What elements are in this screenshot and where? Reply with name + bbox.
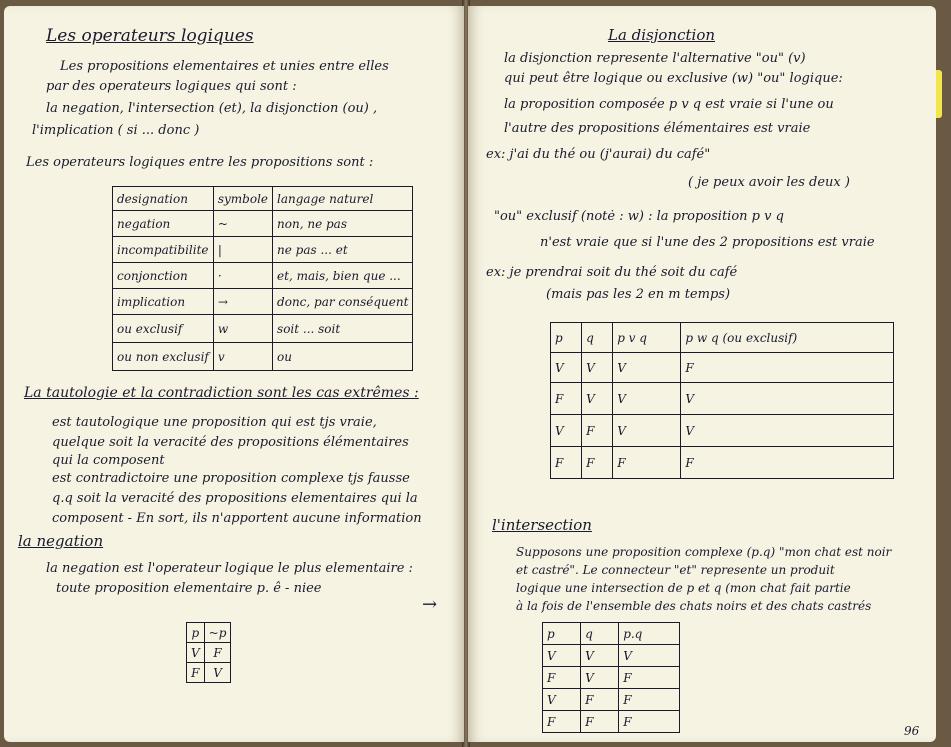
truth-cell: F [619, 711, 680, 733]
inter-header-p: p [543, 623, 581, 645]
operator-meaning: donc, par conséquent [273, 289, 413, 315]
example-1-line-1: ex: j'ai du thé ou (j'aurai) du café" [486, 147, 711, 162]
truth-cell: V [613, 353, 681, 383]
operator-symbol: · [213, 263, 272, 289]
truth-cell: V [581, 645, 619, 667]
table-row [113, 289, 413, 315]
example-2-line-1: ex: je prendrai soit du thé soit du café [486, 265, 738, 280]
disj-header-p-or-q: p v q [613, 323, 681, 353]
neg-header-not-p: ~p [204, 623, 231, 643]
truth-cell: V [204, 663, 231, 683]
operator-symbol: | [213, 237, 272, 263]
right-page [468, 6, 936, 742]
operator-name: implication [113, 289, 214, 315]
truth-cell: F [187, 663, 205, 683]
left-page-title: Les operateurs logiques [46, 26, 254, 46]
operator-meaning: soit ... soit [273, 315, 413, 343]
table-row [543, 711, 680, 733]
operators-table [112, 186, 413, 371]
disj-header-p: p [551, 323, 582, 353]
operator-name: ou non exclusif [113, 343, 214, 371]
operator-symbol: v [213, 343, 272, 371]
table-row [113, 211, 413, 237]
table-row [113, 237, 413, 263]
negation-truth-table [186, 622, 231, 683]
truth-cell: V [681, 415, 894, 447]
truth-cell: F [681, 447, 894, 479]
tautology-line-4: est contradictoire une proposition complexe tjs fausse [52, 471, 410, 486]
truth-cell: V [551, 415, 582, 447]
operators-intro: Les operateurs logiques entre les propositions sont : [26, 155, 374, 170]
truth-cell: F [619, 689, 680, 711]
exclusive-line-2: n'est vraie que si l'une des 2 propositions est vraie [540, 235, 875, 250]
truth-cell: V [551, 353, 582, 383]
left-intro-line-3: la negation, l'intersection (et), la disjonction (ou) , [46, 101, 378, 116]
truth-cell: F [681, 353, 894, 383]
right-intro-line-4: l'autre des propositions élémentaires est vraie [504, 121, 811, 136]
truth-cell: V [619, 645, 680, 667]
intersection-line-4: à la fois de l'ensemble des chats noirs et des chats castrés [516, 599, 872, 613]
table-row [113, 343, 413, 371]
truth-cell: F [543, 667, 581, 689]
truth-cell: F [581, 689, 619, 711]
operator-symbol: → [213, 289, 272, 315]
intersection-truth-table [542, 622, 680, 733]
right-arrow-icon: → [422, 594, 438, 615]
table-row [543, 667, 680, 689]
operator-meaning: ne pas ... et [273, 237, 413, 263]
tautology-line-2: quelque soit la veracité des propositions élémentaires [52, 435, 409, 450]
table-row [543, 645, 680, 667]
left-intro-line-1: Les propositions elementaires et unies entre elles [60, 59, 389, 74]
table-row [551, 415, 894, 447]
negation-line-2: toute proposition elementaire p. ê - niee [56, 581, 322, 596]
operators-header-natural-language: langage naturel [273, 187, 413, 211]
table-row [543, 689, 680, 711]
inter-header-q: q [581, 623, 619, 645]
truth-cell: F [582, 415, 613, 447]
right-intro-line-2: qui peut être logique ou exclusive (w) "ou" logique: [504, 71, 843, 86]
tautology-heading: La tautologie et la contradiction sont les cas extrêmes : [24, 385, 419, 401]
tautology-line-1: est tautologique une proposition qui est tjs vraie, [52, 415, 377, 430]
operator-symbol: ~ [213, 211, 272, 237]
truth-cell: V [613, 383, 681, 415]
table-row [551, 353, 894, 383]
negation-heading: la negation [18, 532, 104, 550]
negation-line-1: la negation est l'operateur logique le plus elementaire : [46, 561, 413, 576]
operator-meaning: et, mais, bien que ... [273, 263, 413, 289]
table-row [551, 383, 894, 415]
truth-cell: F [551, 447, 582, 479]
truth-cell: F [204, 643, 231, 663]
inter-header-p-and-q: p.q [619, 623, 680, 645]
right-page-title: La disjonction [608, 26, 716, 44]
truth-cell: F [613, 447, 681, 479]
table-row [551, 447, 894, 479]
truth-cell: V [543, 689, 581, 711]
exclusive-line-1: "ou" exclusif (notė : w) : la proposition p v q [494, 209, 784, 224]
intersection-line-2: et castré". Le connecteur "et" represente un produit [516, 563, 835, 577]
truth-cell: F [619, 667, 680, 689]
neg-header-p: p [187, 623, 205, 643]
disj-header-q: q [582, 323, 613, 353]
operators-header-designation: designation [113, 187, 214, 211]
operator-meaning: non, ne pas [273, 211, 413, 237]
truth-cell: V [613, 415, 681, 447]
tautology-line-5: q.q soit la veracité des propositions elementaires qui la [52, 491, 418, 506]
truth-cell: F [581, 711, 619, 733]
operator-name: incompatibilite [113, 237, 214, 263]
disjunction-truth-table [550, 322, 894, 479]
operators-header-symbol: symbole [213, 187, 272, 211]
truth-cell: V [581, 667, 619, 689]
truth-cell: V [582, 383, 613, 415]
intersection-line-3: logique une intersection de p et q (mon chat fait partie [516, 581, 851, 595]
truth-cell: V [681, 383, 894, 415]
table-row [187, 663, 231, 683]
intersection-heading: l'intersection [492, 516, 592, 534]
truth-cell: F [543, 711, 581, 733]
example-1-line-2: ( je peux avoir les deux ) [688, 175, 850, 190]
table-row [113, 263, 413, 289]
truth-cell: V [543, 645, 581, 667]
left-intro-line-4: l'implication ( si ... donc ) [32, 123, 200, 138]
table-row [113, 315, 413, 343]
example-2-line-2: (mais pas les 2 en m temps) [546, 287, 731, 302]
left-page [4, 6, 464, 742]
table-row [187, 643, 231, 663]
operator-meaning: ou [273, 343, 413, 371]
disj-header-p-xor-q: p w q (ou exclusif) [681, 323, 894, 353]
tautology-line-6: composent - En sort, ils n'apportent aucune information [52, 511, 422, 526]
operator-name: ou exclusif [113, 315, 214, 343]
truth-cell: V [187, 643, 205, 663]
truth-cell: V [582, 353, 613, 383]
right-intro-line-3: la proposition composée p v q est vraie si l'une ou [504, 97, 834, 112]
page-number: 96 [904, 724, 920, 738]
right-intro-line-1: la disjonction represente l'alternative "ou" (v) [504, 51, 806, 66]
truth-cell: F [582, 447, 613, 479]
tautology-line-3: qui la composent [52, 453, 165, 468]
operator-symbol: w [213, 315, 272, 343]
operator-name: negation [113, 211, 214, 237]
left-intro-line-2: par des operateurs logiques qui sont : [46, 79, 297, 94]
operator-name: conjonction [113, 263, 214, 289]
intersection-line-1: Supposons une proposition complexe (p.q) "mon chat est noir [516, 545, 892, 559]
truth-cell: F [551, 383, 582, 415]
